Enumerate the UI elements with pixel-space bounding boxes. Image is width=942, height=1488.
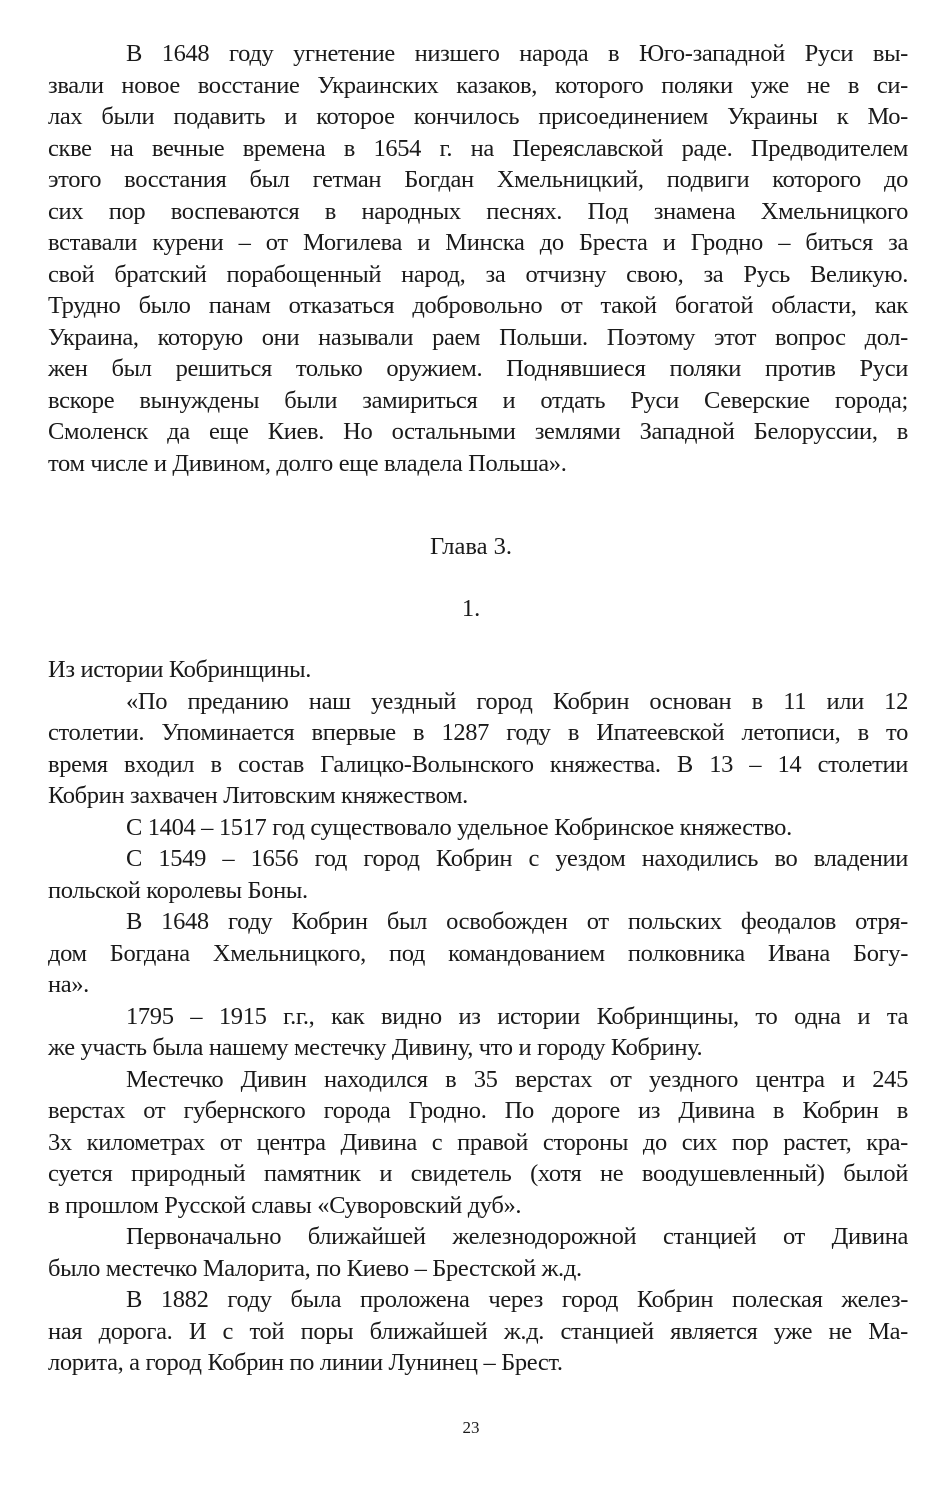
paragraph-malorita-station xyxy=(48,1221,908,1284)
section-body xyxy=(48,654,908,1379)
text-line: же участь была нашему местечку Дивину, что и городу Кобрину. xyxy=(48,1034,703,1061)
text-line: было местечко Малорита, по Киево – Брестской ж.д. xyxy=(48,1254,582,1282)
text-line: звали новое восстание Украинских казаков, которого поляки уже не в си- xyxy=(48,71,908,99)
text-line: время входил в состав Галицко-Волынского княжества. В 13 – 14 столетии xyxy=(48,750,908,778)
text-line: лах были подавить и которое кончилось присоединением Украины к Мо- xyxy=(48,103,908,130)
text-line: лорита, а город Кобрин по линии Лунинец – Брест. xyxy=(48,1349,563,1376)
text-line: Трудно было панам отказаться добровольно от такой богатой области, как xyxy=(48,292,908,319)
text-line: «По преданию наш уездный город Кобрин основан в 11 или 12 xyxy=(126,687,908,715)
text-line: этого восстания был гетман Богдан Хмельницкий, подвиги которого до xyxy=(48,166,908,193)
text-line: столетии. Упоминается впервые в 1287 году в Ипатеевской летописи, в то xyxy=(48,719,908,746)
text-line: том числе и Дивином, долго еще владела Польша». xyxy=(48,449,567,477)
paragraph-railway-1882 xyxy=(48,1284,908,1379)
text-line: на». xyxy=(48,971,89,998)
paragraph-liberation-1648 xyxy=(48,906,908,1001)
text-line: С 1404 – 1517 год существовало удельное Кобринское княжество. xyxy=(126,813,792,841)
text-line: свой братский порабощенный народ, за отчизну свою, за Русь Великую. xyxy=(48,260,908,288)
text-line: суется природный памятник и свидетель (хотя не воодушевленный) былой xyxy=(48,1160,908,1187)
text-line: 1795 – 1915 г.г., как видно из истории Кобринщины, то одна и та xyxy=(126,1002,908,1030)
text-line: В 1648 году угнетение низшего народа в Юго-западной Руси вы- xyxy=(126,40,908,67)
paragraph-kobrin-founding xyxy=(48,686,908,812)
chapter-title: Глава 3. xyxy=(429,533,513,560)
text-line: в прошлом Русской славы «Суворовский дуб». xyxy=(48,1191,522,1219)
text-line: С 1549 – 1656 год город Кобрин с уездом находились во владении xyxy=(126,845,908,872)
text-line: вставали курени – от Могилева и Минска до Бреста и Гродно – биться за xyxy=(48,229,908,256)
section-heading: Из истории Кобринщины. xyxy=(48,656,311,683)
text-line: дом Богдана Хмельницкого, под командованием полковника Ивана Богу- xyxy=(48,939,908,967)
paragraph-divin-location xyxy=(48,1064,908,1222)
text-line: вскоре вынуждены были замириться и отдать Руси Северские города; xyxy=(48,386,908,414)
text-line: жен был решиться только оружием. Поднявшиеся поляки против Руси xyxy=(48,355,908,382)
text-line: скве на вечные времена в 1654 г. на Переяславской раде. Предводителем xyxy=(48,134,908,162)
text-line: Украина, которую они называли раем Польши. Поэтому этот вопрос дол- xyxy=(48,323,908,351)
text-line: В 1648 году Кобрин был освобожден от польских феодалов отря- xyxy=(126,908,908,935)
text-line: сих пор воспеваются в народных песнях. Под знамена Хмельницкого xyxy=(48,197,908,225)
text-line: верстах от губернского города Гродно. По дороге из Дивина в Кобрин в xyxy=(48,1097,908,1124)
section-number: 1. xyxy=(461,595,481,622)
paragraph-uprising-1648 xyxy=(48,38,908,479)
text-line: польской королевы Боны. xyxy=(48,876,308,904)
text-line: Первоначально ближайшей железнодорожной станцией от Дивина xyxy=(126,1223,908,1250)
text-line: 3х километрах от центра Дивина с правой стороны до сих пор растет, кра- xyxy=(48,1128,908,1156)
text-line: Местечко Дивин находился в 35 верстах от уездного центра и 245 xyxy=(126,1065,908,1093)
paragraph-1795-1915 xyxy=(48,1001,908,1064)
paragraph-kobrin-principality xyxy=(48,812,908,844)
text-line: ная дорога. И с той поры ближайшей ж.д. станцией является уже не Ма- xyxy=(48,1317,908,1345)
text-line: Кобрин захвачен Литовским княжеством. xyxy=(48,782,468,809)
text-line: В 1882 году была проложена через город Кобрин полеская желез- xyxy=(126,1286,908,1313)
page-number: 23 xyxy=(462,1418,480,1437)
text-line: Смоленск да еще Киев. Но остальными землями Западной Белоруссии, в xyxy=(48,418,908,445)
paragraph-queen-bona xyxy=(48,843,908,906)
